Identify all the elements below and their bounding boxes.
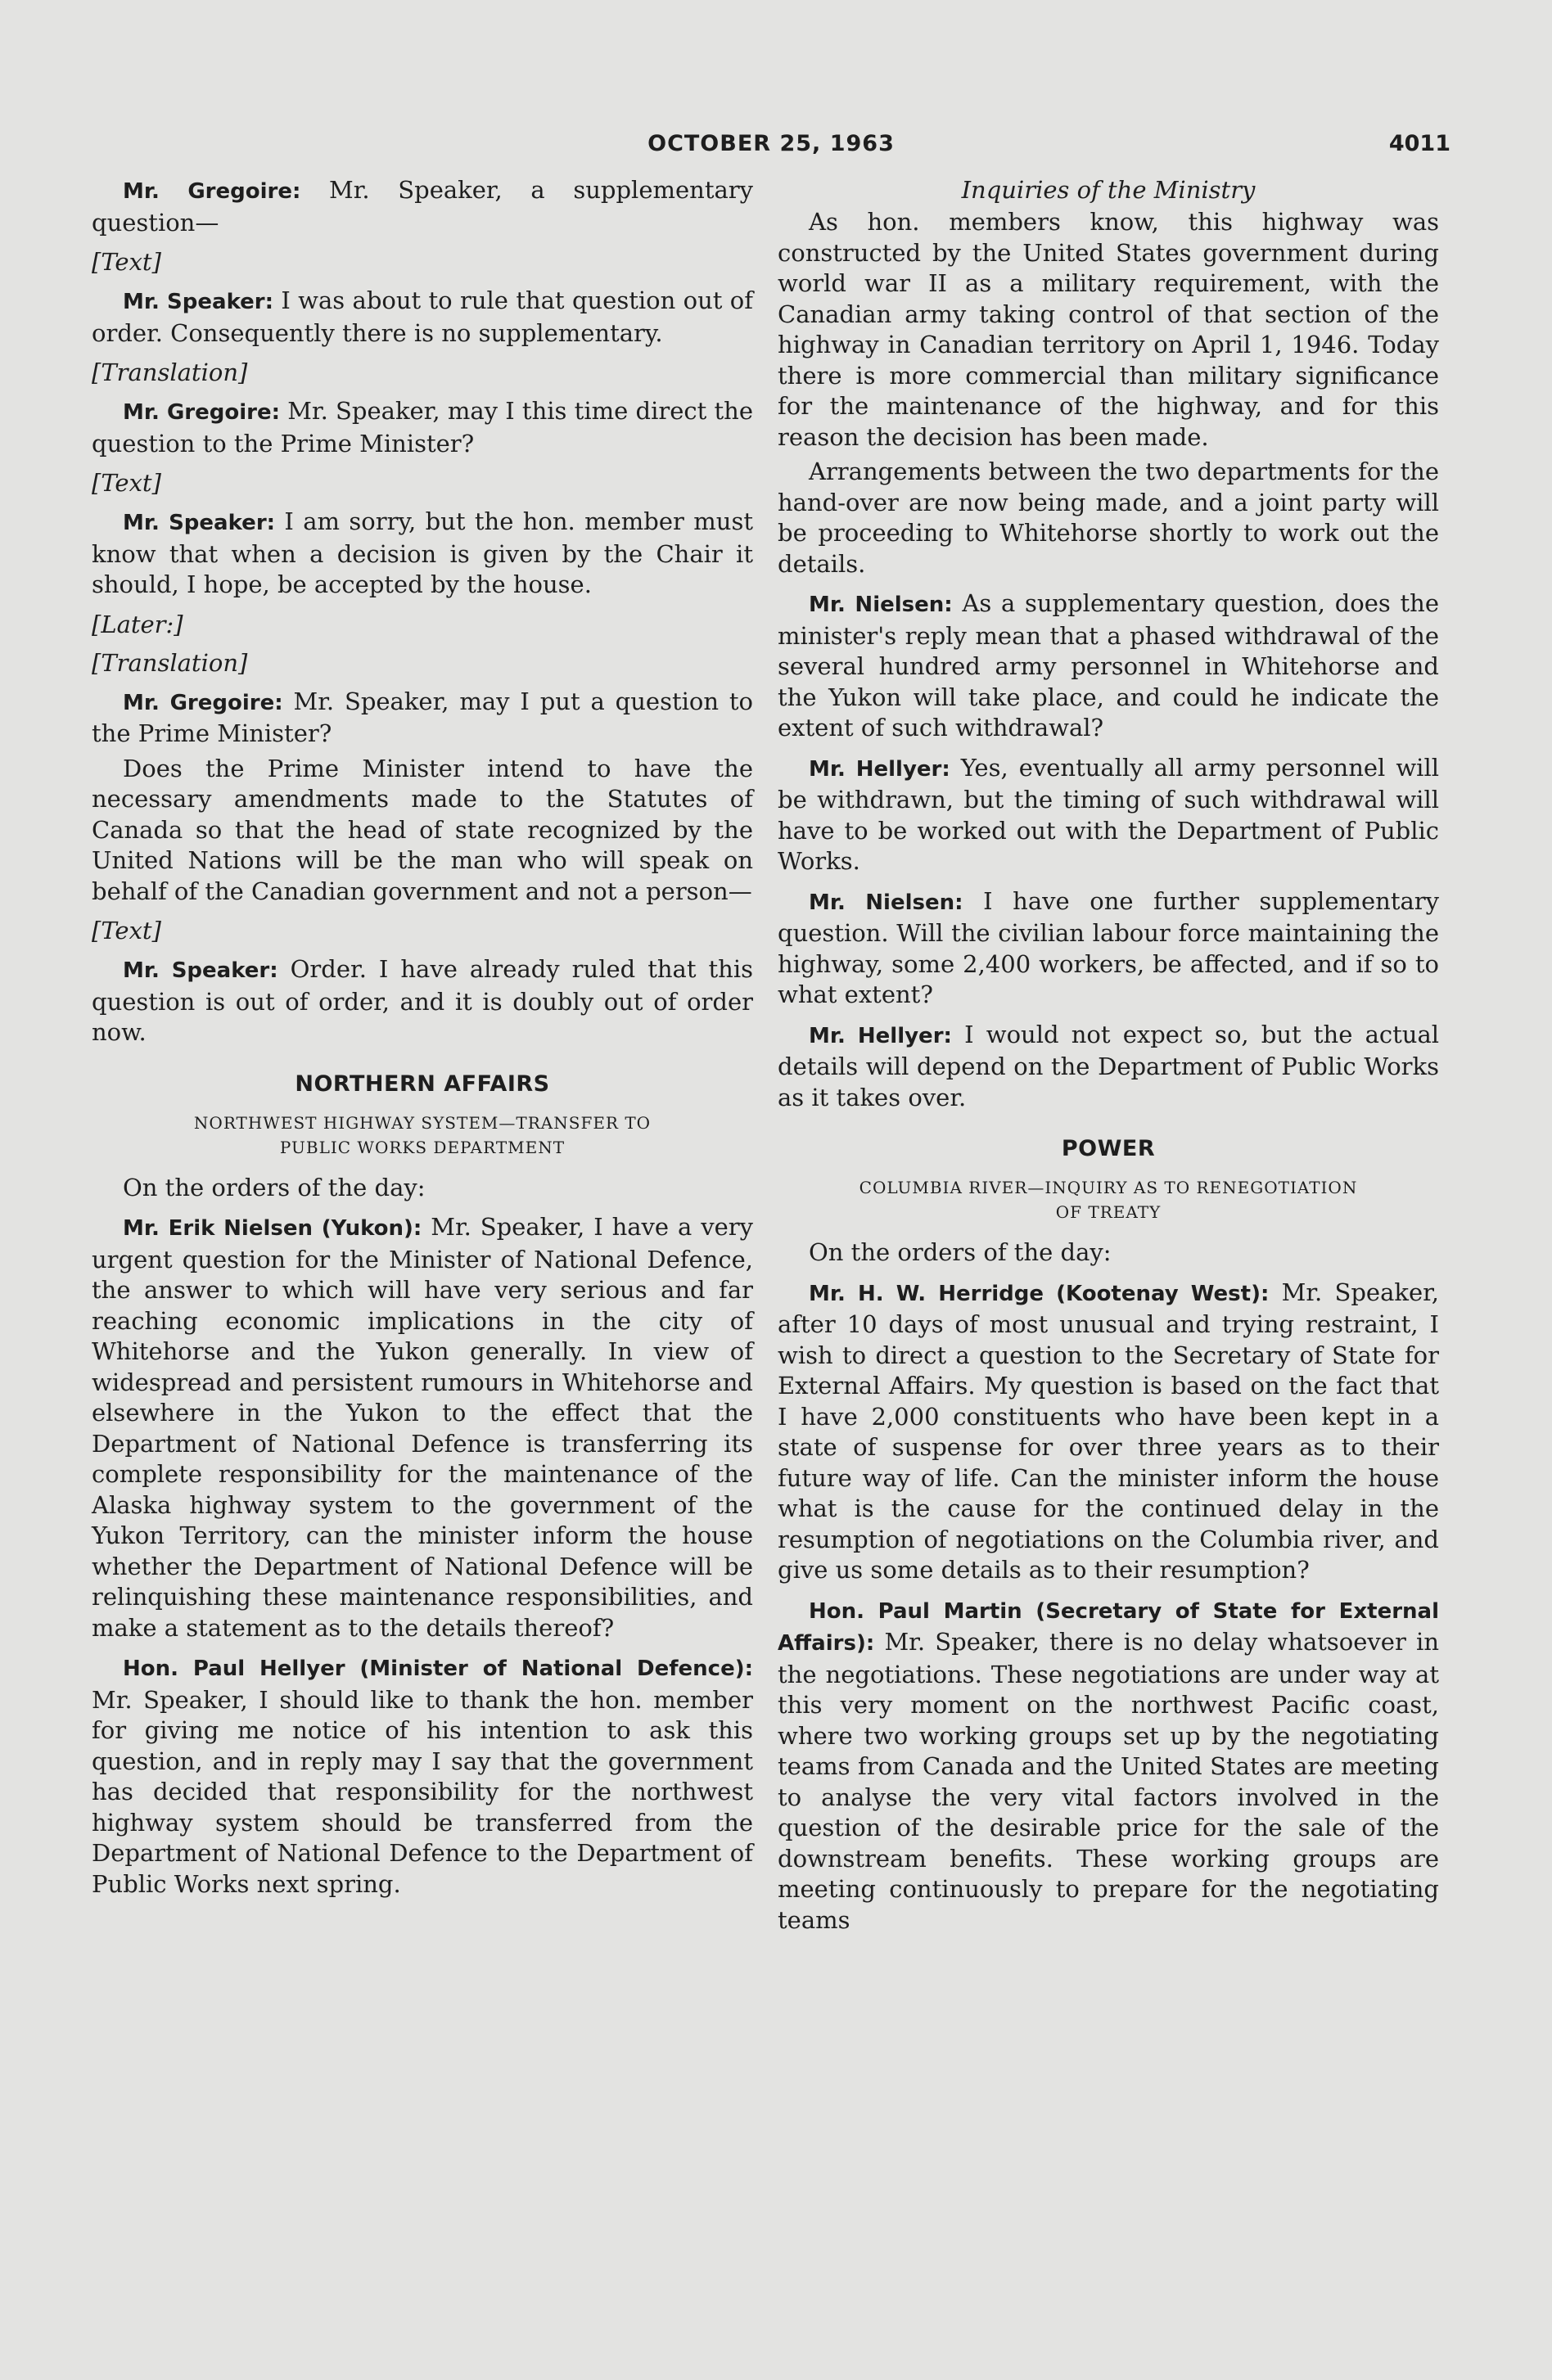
subheading-line: NORTHWEST HIGHWAY SYSTEM—TRANSFER TO (193, 1112, 652, 1133)
speech-text: Order. I have already ruled that this question is out of order, and it is doubly out of order now. (92, 955, 753, 1046)
paragraph (92, 175, 753, 238)
speaker-name: Mr. Speaker: (123, 958, 278, 983)
paragraph (778, 753, 1439, 877)
paragraph (778, 886, 1439, 1011)
page-number: 4011 (1388, 131, 1450, 156)
paragraph (778, 1595, 1439, 1936)
language-marker: [Text] (92, 248, 161, 276)
paragraph (778, 588, 1439, 744)
speaker-name: Mr. Speaker: (123, 511, 276, 535)
speech-text: Yes, eventually all army personnel will be withdrawn, but the timing of such withdrawal will have to be worked out with the Department of Public Works. (778, 753, 1439, 875)
speech-text: I have one further supplementary question. Will the civilian labour force maintaining the highway, some 2,400 workers, be affected, and if so to what extent? (778, 886, 1440, 1008)
paragraph (92, 954, 753, 1048)
speaker-name: Hon. Paul Martin (Secretary of State for External Affairs): (778, 1598, 1439, 1656)
section-heading: POWER (1061, 1136, 1156, 1161)
section-subheading (778, 1175, 1439, 1224)
language-marker: [Text] (92, 469, 161, 497)
speaker-name: Mr. Hellyer: (809, 1023, 952, 1048)
subheading-line: COLUMBIA RIVER—INQUIRY AS TO RENEGOTIATION (859, 1178, 1358, 1197)
paragraph (778, 1278, 1439, 1586)
page-header (92, 131, 1450, 170)
speaker-name: Mr. Gregoire: (123, 179, 301, 204)
paragraph (92, 1212, 753, 1643)
language-marker: [Text] (92, 917, 161, 944)
speaker-name: Mr. Hellyer: (809, 756, 950, 782)
paragraph (778, 1020, 1439, 1114)
paragraph (92, 1652, 753, 1900)
language-marker: [Translation] (92, 358, 248, 386)
speech-text: I was about to rule that question out of order. Consequently there is no supplementary. (92, 286, 753, 347)
speaker-name: Mr. Erik Nielsen (Yukon): (123, 1216, 422, 1241)
paragraph: Does the Prime Minister intend to have the necessary amendments made to the Statutes of Canada so that the head of state recognized by the United Nations will be the man who will speak on behalf of the Canadian government and not a person— (92, 754, 753, 905)
section-subheading (92, 1111, 753, 1160)
speech-text: Mr. Speaker, may I put a question to the Prime Minister? (92, 687, 754, 747)
paragraph: On the orders of the day: (809, 1238, 1112, 1266)
speech-text: Mr. Speaker, a supplementary question— (92, 176, 754, 237)
paragraph (92, 396, 753, 459)
speech-text: Mr. Speaker, may I this time direct the question to the Prime Minister? (92, 397, 753, 458)
paragraph (92, 286, 753, 349)
speech-text: As a supplementary question, does the minister's reply mean that a phased withdrawal of the several hundred army personnel in Whitehorse and the Yukon will take place, and could he indicate the extent of such withdrawal? (778, 589, 1439, 741)
speech-text: I would not expect so, but the actual details will depend on the Department of Public Works as it takes over. (778, 1020, 1440, 1111)
speaker-name: Hon. Paul Hellyer (Minister of National Defence): (123, 1657, 753, 1681)
speaker-name: Mr. Nielsen: (809, 593, 953, 617)
section-heading: NORTHERN AFFAIRS (295, 1071, 550, 1097)
paragraph: On the orders of the day: (123, 1173, 426, 1201)
paragraph: Arrangements between the two departments for the hand-over are now being made, and a joint party will be proceeding to Whitehorse shortly to work out the details. (778, 458, 1439, 578)
speech-text: Mr. Speaker, I should like to thank the hon. member for giving me notice of his intention to ask this question, and in reply may I say that the government has decided that responsibility for the northwest highway system should be transferred from the Department of National Defence to the Department of Public Works next spring. (92, 1685, 753, 1898)
left-column (92, 175, 753, 1909)
speaker-name: Mr. Gregoire: (123, 690, 283, 715)
paragraph (92, 507, 753, 601)
paragraph: As hon. members know, this highway was constructed by the United States government during world war II as a military requirement, with the Canadian army taking control of that section of the highway in Canadian territory on April 1, 1946. Today there is more commercial than military significance for the maintenance of the highway, and for this reason the decision has been made. (778, 208, 1439, 451)
speech-text: I am sorry, but the hon. member must know that when a decision is given by the Chair it should, I hope, be accepted by the house. (92, 507, 753, 598)
speaker-name: Mr. Nielsen: (809, 890, 963, 915)
running-head: Inquiries of the Ministry (961, 176, 1256, 204)
header-date: OCTOBER 25, 1963 (647, 131, 895, 156)
subheading-line: PUBLIC WORKS DEPARTMENT (279, 1137, 566, 1157)
subheading-line: OF TREATY (1055, 1202, 1162, 1222)
language-marker: [Translation] (92, 648, 248, 677)
speech-text: Mr. Speaker, there is no delay whatsoever in the negotiations. These negotiations are under way at this very moment on the northwest Pacific coast, where two working groups set up by the negotiating teams from Canada and the United States are meeting to analyse the very vital factors involved in the question of the desirable price for the sale of the downstream benefits. These working groups are meeting continuously to prepare for the negotiating teams (778, 1628, 1439, 1934)
speaker-name: Mr. Speaker: (123, 290, 274, 314)
paragraph (92, 687, 753, 750)
right-column (778, 175, 1439, 1945)
speaker-name: Mr. H. W. Herridge (Kootenay West): (809, 1281, 1270, 1306)
language-marker: [Later:] (92, 610, 183, 638)
speaker-name: Mr. Gregoire: (123, 400, 280, 425)
speech-text: Mr. Speaker, I have a very urgent question for the Minister of National Defence, the answer to which will have very serious and far reaching economic implications in the city of Whitehorse and the Yukon generally. In view of widespread and persistent rumours in Whitehorse and elsewhere in the Yukon to the effect that the Department of National Defence is transferring its complete responsibility for the maintenance of the Alaska highway system to the government of the Yukon Territory, can the minister inform the house whether the Department of National Defence will be relinquishing these maintenance responsibilities, and make a statement as to the details thereof? (92, 1213, 753, 1642)
speech-text: Mr. Speaker, after 10 days of most unusual and trying restraint, I wish to direct a question to the Secretary of State for External Affairs. My question is based on the fact that I have 2,000 constituents who have been kept in a state of suspense for over three years as to their future way of life. Can the minister inform the house what is the cause for the continued delay in the resumption of negotiations on the Columbia river, and give us some details as to their resumption? (778, 1278, 1440, 1584)
